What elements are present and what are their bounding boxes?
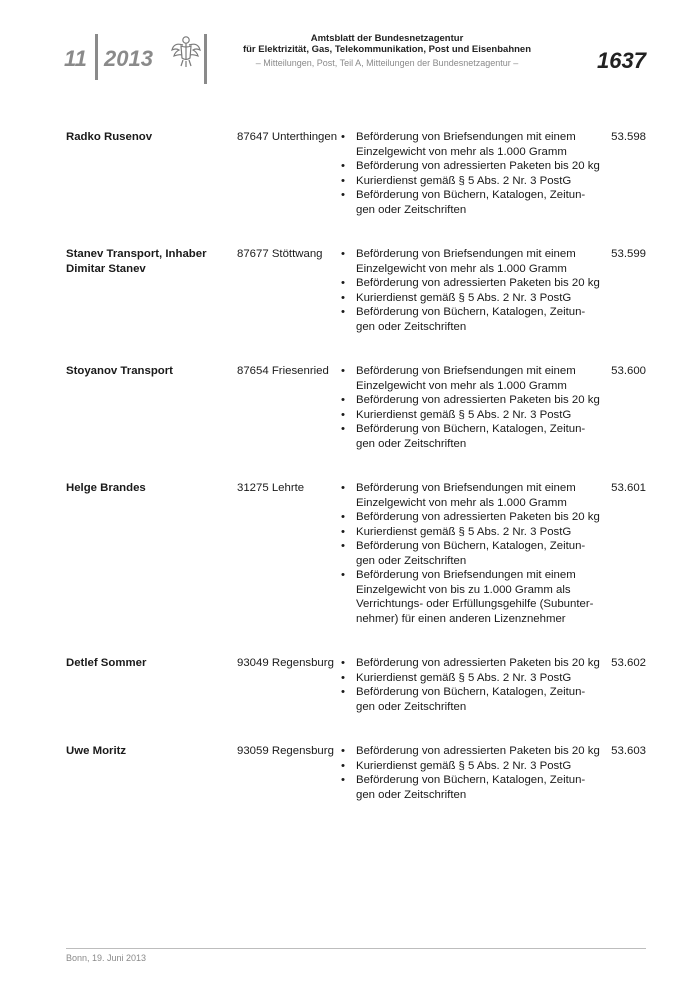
bullet-icon: • — [341, 759, 345, 772]
service-text: Beförderung von Büchern, Katalogen, Zeitun-gen oder Zeitschriften — [356, 540, 586, 567]
service-text: Kurierdienst gemäß § 5 Abs. 2 Nr. 3 PostG — [356, 174, 572, 187]
service-text: Kurierdienst gemäß § 5 Abs. 2 Nr. 3 PostG — [356, 408, 572, 421]
page-header — [0, 0, 700, 90]
license-entry — [66, 364, 646, 451]
bullet-icon: • — [341, 540, 345, 552]
service-list — [338, 130, 600, 217]
publication-subtitle: für Elektrizität, Gas, Telekommunikation, Post und Eisenbahnen — [242, 44, 532, 55]
service-text: Beförderung von adressierten Paketen bis 20 kg — [356, 745, 600, 757]
licensee-name: Radko Rusenov — [66, 131, 153, 143]
license-number: 53.603 — [611, 745, 646, 757]
licensee-location: 93059 Regensburg — [237, 745, 334, 757]
bullet-icon: • — [341, 365, 345, 377]
service-item — [338, 525, 600, 540]
service-text: Kurierdienst gemäß § 5 Abs. 2 Nr. 3 PostG — [356, 525, 572, 538]
license-entry — [66, 481, 646, 626]
license-number: 53.599 — [611, 248, 646, 260]
bullet-icon: • — [341, 423, 345, 435]
service-item — [338, 393, 600, 408]
service-item — [338, 174, 600, 189]
service-list — [338, 247, 600, 334]
bullet-icon: • — [341, 306, 345, 318]
service-text: Beförderung von Büchern, Katalogen, Zeitun-gen oder Zeitschriften — [356, 774, 586, 801]
service-item — [338, 408, 600, 423]
service-item — [338, 568, 600, 626]
bullet-icon: • — [341, 525, 345, 538]
bullet-icon: • — [341, 657, 345, 669]
service-item — [338, 422, 600, 451]
service-text: Beförderung von Briefsendungen mit einem Einzelgewicht von mehr als 1.000 Gramm — [356, 365, 576, 392]
service-text: Beförderung von adressierten Paketen bis 20 kg — [356, 511, 600, 523]
licensee-name: Stanev Transport, Inhaber Dimitar Stanev — [66, 248, 207, 275]
bullet-icon: • — [341, 482, 345, 494]
license-list — [66, 130, 646, 832]
federal-eagle-icon — [170, 34, 202, 68]
licensee-location: 87654 Friesenried — [237, 365, 329, 377]
bullet-icon: • — [341, 394, 345, 406]
licensee-name: Helge Brandes — [66, 482, 146, 494]
service-text: Beförderung von adressierten Paketen bis 20 kg — [356, 277, 600, 289]
header-divider — [204, 34, 207, 84]
footer-divider — [66, 948, 646, 949]
bullet-icon: • — [341, 131, 345, 143]
service-item — [338, 685, 600, 714]
service-item — [338, 188, 600, 217]
bullet-icon: • — [341, 160, 345, 172]
bullet-icon: • — [341, 174, 345, 187]
license-entry — [66, 247, 646, 334]
service-item — [338, 773, 600, 802]
bullet-icon: • — [341, 408, 345, 421]
service-item — [338, 510, 600, 525]
bullet-icon: • — [341, 671, 345, 684]
publication-title: Amtsblatt der Bundesnetzagentur — [310, 33, 464, 44]
service-text: Beförderung von Büchern, Katalogen, Zeitun-gen oder Zeitschriften — [356, 189, 586, 216]
bullet-icon: • — [341, 569, 345, 581]
bullet-icon: • — [341, 774, 345, 786]
service-text: Beförderung von adressierten Paketen bis 20 kg — [356, 160, 600, 172]
service-text: Beförderung von Büchern, Katalogen, Zeitun-gen oder Zeitschriften — [356, 686, 586, 713]
bullet-icon: • — [341, 189, 345, 201]
service-text: Beförderung von Büchern, Katalogen, Zeitun-gen oder Zeitschriften — [356, 423, 586, 450]
service-list — [338, 656, 600, 714]
licensee-name: Uwe Moritz — [66, 745, 127, 757]
section-title: – Mitteilungen, Post, Teil A, Mitteilungen der Bundesnetzagentur – — [255, 58, 519, 68]
bullet-icon: • — [341, 291, 345, 304]
licensee-name: Stoyanov Transport — [66, 365, 173, 377]
licensee-location: 87677 Stöttwang — [237, 248, 323, 260]
service-item — [338, 364, 600, 393]
service-list — [338, 744, 600, 802]
bullet-icon: • — [341, 248, 345, 260]
service-item — [338, 744, 600, 759]
service-item — [338, 247, 600, 276]
license-number: 53.602 — [611, 657, 646, 669]
licensee-location: 31275 Lehrte — [237, 482, 305, 494]
bullet-icon: • — [341, 277, 345, 289]
service-text: Beförderung von Briefsendungen mit einem Einzelgewicht von mehr als 1.000 Gramm — [356, 482, 576, 509]
licensee-name: Detlef Sommer — [66, 657, 147, 669]
issue-number: 11 — [64, 46, 87, 71]
license-number: 53.601 — [611, 482, 646, 494]
service-text: Beförderung von Briefsendungen mit einem Einzelgewicht von bis zu 1.000 Gramm als Verrichtungs- oder Erfüllungsgehilfe (Subunter-nehmer) für einen anderen Lizenznehmer — [356, 569, 594, 625]
licensee-location: 93049 Regensburg — [237, 657, 334, 669]
license-number: 53.600 — [611, 365, 646, 377]
service-text: Beförderung von Büchern, Katalogen, Zeitun-gen oder Zeitschriften — [356, 306, 586, 333]
license-entry — [66, 744, 646, 802]
service-text: Beförderung von Briefsendungen mit einem Einzelgewicht von mehr als 1.000 Gramm — [356, 248, 576, 275]
service-text: Beförderung von adressierten Paketen bis 20 kg — [356, 657, 600, 669]
service-text: Beförderung von Briefsendungen mit einem Einzelgewicht von mehr als 1.000 Gramm — [356, 131, 576, 158]
service-item — [338, 159, 600, 174]
service-list — [338, 481, 600, 626]
bullet-icon: • — [341, 686, 345, 698]
service-item — [338, 539, 600, 568]
licensee-location: 87647 Unterthingen — [237, 131, 338, 143]
license-number: 53.598 — [611, 131, 646, 143]
license-entry — [66, 130, 646, 217]
service-text: Kurierdienst gemäß § 5 Abs. 2 Nr. 3 PostG — [356, 291, 572, 304]
bullet-icon: • — [341, 745, 345, 757]
license-entry — [66, 656, 646, 714]
service-item — [338, 759, 600, 774]
service-item — [338, 671, 600, 686]
service-item — [338, 656, 600, 671]
service-item — [338, 291, 600, 306]
service-text: Kurierdienst gemäß § 5 Abs. 2 Nr. 3 PostG — [356, 759, 572, 772]
service-item — [338, 276, 600, 291]
footer-date: Bonn, 19. Juni 2013 — [66, 953, 147, 963]
bullet-icon: • — [341, 511, 345, 523]
service-item — [338, 130, 600, 159]
header-divider — [95, 34, 98, 80]
service-text: Beförderung von adressierten Paketen bis 20 kg — [356, 394, 600, 406]
service-item — [338, 305, 600, 334]
service-text: Kurierdienst gemäß § 5 Abs. 2 Nr. 3 PostG — [356, 671, 572, 684]
service-list — [338, 364, 600, 451]
service-item — [338, 481, 600, 510]
issue-year: 2013 — [104, 46, 153, 71]
page-number: 1637 — [597, 48, 646, 73]
